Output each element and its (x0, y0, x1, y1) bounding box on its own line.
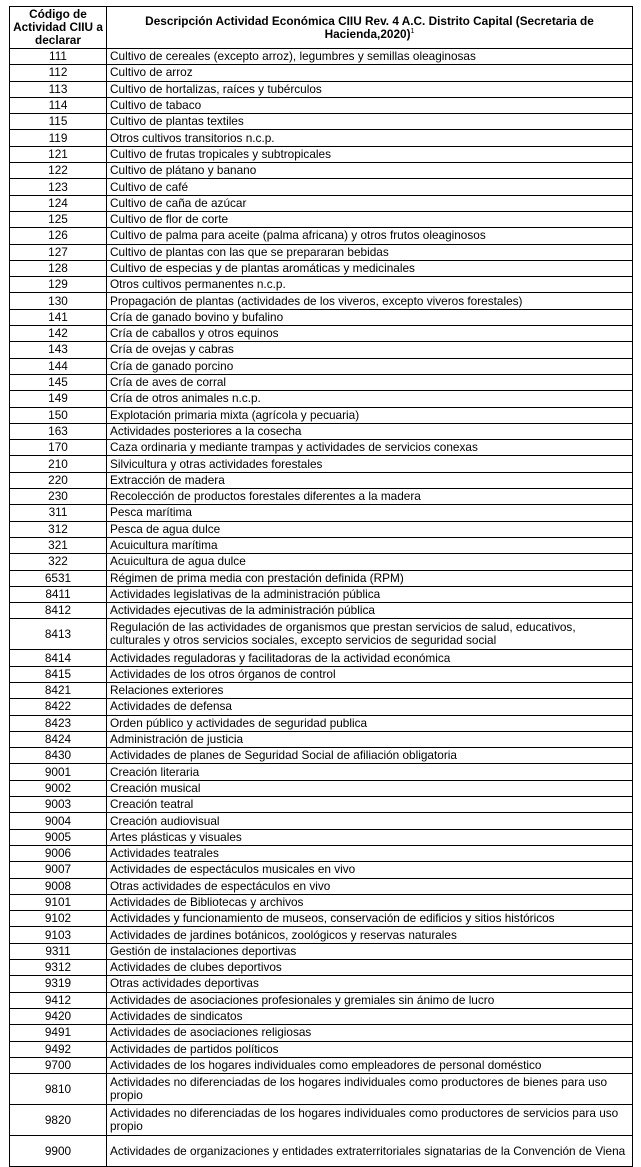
activity-description-cell: Gestión de instalaciones deportivas (107, 943, 633, 959)
ciiu-code-cell: 115 (10, 114, 107, 130)
ciiu-code-cell: 8422 (10, 699, 107, 715)
ciiu-code-cell: 8412 (10, 603, 107, 619)
ciiu-code-cell: 6531 (10, 570, 107, 586)
ciiu-code-cell: 9002 (10, 780, 107, 796)
ciiu-code-cell: 9001 (10, 764, 107, 780)
ciiu-code-cell: 9008 (10, 878, 107, 894)
table-row (10, 780, 633, 796)
table-row (10, 195, 633, 211)
activity-description-cell: Cultivo de arroz (107, 65, 633, 81)
activity-description-cell: Otras actividades deportivas (107, 976, 633, 992)
ciiu-code-cell: 9492 (10, 1041, 107, 1057)
table-row (10, 731, 633, 747)
ciiu-code-cell: 123 (10, 179, 107, 195)
activity-description-cell: Actividades de los otros órganos de control (107, 666, 633, 682)
table-row (10, 1008, 633, 1024)
table-row (10, 666, 633, 682)
ciiu-code-cell: 163 (10, 423, 107, 439)
activity-description-cell: Otras actividades de espectáculos en vivo (107, 878, 633, 894)
activity-description-cell: Cultivo de palma para aceite (palma africana) y otros frutos oleaginosos (107, 228, 633, 244)
table-row (10, 748, 633, 764)
table-row (10, 682, 633, 698)
table-row (10, 911, 633, 927)
activity-description-cell: Actividades y funcionamiento de museos, conservación de edificios y sitios históricos (107, 911, 633, 927)
ciiu-code-cell: 141 (10, 309, 107, 325)
ciiu-code-cell: 8413 (10, 619, 107, 650)
activity-description-cell: Otros cultivos permanentes n.c.p. (107, 277, 633, 293)
table-row (10, 992, 633, 1008)
activity-description-cell: Cultivo de plantas textiles (107, 114, 633, 130)
activity-description-cell: Actividades posteriores a la cosecha (107, 423, 633, 439)
table-row (10, 97, 633, 113)
code-column-header (10, 7, 107, 49)
activity-description-cell: Actividades teatrales (107, 845, 633, 861)
table-row (10, 894, 633, 910)
ciiu-code-cell: 9810 (10, 1074, 107, 1105)
code-header-text: Código de Actividad CIIU a declarar (13, 7, 103, 47)
table-row (10, 423, 633, 439)
table-row (10, 277, 633, 293)
activity-description-cell: Creación teatral (107, 797, 633, 813)
table-row (10, 1041, 633, 1057)
description-header-text: Descripción Actividad Económica CIIU Rev. 4 A.C. Distrito Capital (Secretaria de Hacienda,2020) (145, 13, 594, 41)
table-row (10, 699, 633, 715)
ciiu-code-cell: 9006 (10, 845, 107, 861)
activity-description-cell: Creación audiovisual (107, 813, 633, 829)
activity-description-cell: Pesca marítima (107, 505, 633, 521)
table-row (10, 407, 633, 423)
table-row (10, 829, 633, 845)
ciiu-code-cell: 8414 (10, 650, 107, 666)
ciiu-code-cell: 9102 (10, 911, 107, 927)
table-row (10, 244, 633, 260)
ciiu-code-cell: 114 (10, 97, 107, 113)
table-row (10, 619, 633, 650)
table-row (10, 586, 633, 602)
table-row (10, 960, 633, 976)
ciiu-code-cell: 210 (10, 456, 107, 472)
table-row (10, 472, 633, 488)
table-row (10, 1136, 633, 1167)
ciiu-code-cell: 122 (10, 163, 107, 179)
activity-description-cell: Cultivo de café (107, 179, 633, 195)
activity-description-cell: Cultivo de plantas con las que se prepararan bebidas (107, 244, 633, 260)
table-row (10, 293, 633, 309)
ciiu-code-cell: 321 (10, 537, 107, 553)
activity-description-cell: Artes plásticas y visuales (107, 829, 633, 845)
activity-description-cell: Actividades de clubes deportivos (107, 960, 633, 976)
table-row (10, 1057, 633, 1073)
ciiu-code-cell: 8415 (10, 666, 107, 682)
ciiu-code-cell: 111 (10, 49, 107, 65)
activity-description-cell: Cultivo de frutas tropicales y subtropicales (107, 146, 633, 162)
activity-description-cell: Actividades de los hogares individuales como empleadores de personal doméstico (107, 1057, 633, 1073)
table-row (10, 163, 633, 179)
activity-description-cell: Actividades no diferenciadas de los hogares individuales como productores de bienes para uso propio (107, 1074, 633, 1105)
ciiu-code-cell: 112 (10, 65, 107, 81)
activity-description-cell: Actividades ejecutivas de la administración pública (107, 603, 633, 619)
ciiu-code-cell: 150 (10, 407, 107, 423)
activity-description-cell: Cultivo de tabaco (107, 97, 633, 113)
table-row (10, 81, 633, 97)
activity-description-cell: Propagación de plantas (actividades de los viveros, excepto viveros forestales) (107, 293, 633, 309)
activity-description-cell: Acuicultura marítima (107, 537, 633, 553)
activity-description-cell: Actividades de asociaciones profesionales y gremiales sin ánimo de lucro (107, 992, 633, 1008)
activity-description-cell: Otros cultivos transitorios n.c.p. (107, 130, 633, 146)
activity-description-cell: Silvicultura y otras actividades forestales (107, 456, 633, 472)
activity-description-cell: Actividades de planes de Seguridad Social de afiliación obligatoria (107, 748, 633, 764)
activity-description-cell: Regulación de las actividades de organismos que prestan servicios de salud, educativos, culturales y otros servicios sociales, excepto servicios de seguridad social (107, 619, 633, 650)
table-body (10, 49, 633, 1167)
activity-description-cell: Explotación primaria mixta (agrícola y pecuaria) (107, 407, 633, 423)
activity-description-cell: Actividades de asociaciones religiosas (107, 1025, 633, 1041)
ciiu-code-cell: 9319 (10, 976, 107, 992)
ciiu-code-cell: 9101 (10, 894, 107, 910)
ciiu-code-cell: 128 (10, 260, 107, 276)
ciiu-code-cell: 145 (10, 374, 107, 390)
activity-description-cell: Creación musical (107, 780, 633, 796)
activity-description-cell: Pesca de agua dulce (107, 521, 633, 537)
ciiu-code-cell: 9311 (10, 943, 107, 959)
activity-description-cell: Actividades legislativas de la administración pública (107, 586, 633, 602)
activity-description-cell: Cría de ovejas y cabras (107, 342, 633, 358)
activity-description-cell: Actividades de partidos políticos (107, 1041, 633, 1057)
table-row (10, 374, 633, 390)
table-row (10, 650, 633, 666)
activity-description-cell: Actividades de jardines botánicos, zoológicos y reservas naturales (107, 927, 633, 943)
activity-description-cell: Cría de ganado porcino (107, 358, 633, 374)
table-row (10, 603, 633, 619)
activity-description-cell: Cultivo de especias y de plantas aromáticas y medicinales (107, 260, 633, 276)
ciiu-code-cell: 119 (10, 130, 107, 146)
ciiu-code-cell: 121 (10, 146, 107, 162)
activity-description-cell: Actividades de espectáculos musicales en vivo (107, 862, 633, 878)
table-row (10, 1105, 633, 1136)
activity-description-cell: Orden público y actividades de seguridad publica (107, 715, 633, 731)
ciiu-code-cell: 125 (10, 211, 107, 227)
ciiu-code-cell: 149 (10, 391, 107, 407)
table-row (10, 130, 633, 146)
activity-description-cell: Extracción de madera (107, 472, 633, 488)
header-row (10, 7, 633, 49)
activity-description-cell: Cría de otros animales n.c.p. (107, 391, 633, 407)
table-row (10, 943, 633, 959)
activity-description-cell: Cultivo de cereales (excepto arroz), legumbres y semillas oleaginosas (107, 49, 633, 65)
table-row (10, 927, 633, 943)
table-row (10, 813, 633, 829)
table-row (10, 228, 633, 244)
activity-description-cell: Administración de justicia (107, 731, 633, 747)
ciiu-code-cell: 142 (10, 326, 107, 342)
ciiu-code-cell: 9007 (10, 862, 107, 878)
ciiu-code-cell: 230 (10, 489, 107, 505)
activity-description-cell: Actividades de sindicatos (107, 1008, 633, 1024)
ciiu-code-cell: 144 (10, 358, 107, 374)
ciiu-code-cell: 322 (10, 554, 107, 570)
ciiu-code-cell: 9820 (10, 1105, 107, 1136)
table-row (10, 211, 633, 227)
ciiu-code-cell: 312 (10, 521, 107, 537)
ciiu-code-cell: 124 (10, 195, 107, 211)
ciiu-code-cell: 9491 (10, 1025, 107, 1041)
table-row (10, 146, 633, 162)
ciiu-code-cell: 9004 (10, 813, 107, 829)
ciiu-code-cell: 220 (10, 472, 107, 488)
footnote-mark: 1 (410, 27, 415, 35)
activity-description-cell: Régimen de prima media con prestación definida (RPM) (107, 570, 633, 586)
table-row (10, 878, 633, 894)
table-row (10, 1025, 633, 1041)
table-row (10, 862, 633, 878)
ciiu-code-cell: 9420 (10, 1008, 107, 1024)
table-row (10, 260, 633, 276)
table-row (10, 554, 633, 570)
table-row (10, 326, 633, 342)
activity-description-cell: Actividades de defensa (107, 699, 633, 715)
ciiu-activity-table (9, 6, 633, 1167)
table-row (10, 179, 633, 195)
activity-description-cell: Cría de aves de corral (107, 374, 633, 390)
activity-description-cell: Recolección de productos forestales diferentes a la madera (107, 489, 633, 505)
table-row (10, 391, 633, 407)
table-row (10, 49, 633, 65)
table-row (10, 797, 633, 813)
table-row (10, 570, 633, 586)
table-row (10, 114, 633, 130)
activity-description-cell: Cría de caballos y otros equinos (107, 326, 633, 342)
ciiu-code-cell: 143 (10, 342, 107, 358)
table-row (10, 764, 633, 780)
ciiu-code-cell: 9312 (10, 960, 107, 976)
table-row (10, 537, 633, 553)
activity-description-cell: Actividades reguladoras y facilitadoras de la actividad económica (107, 650, 633, 666)
ciiu-code-cell: 9005 (10, 829, 107, 845)
activity-description-cell: Actividades de Bibliotecas y archivos (107, 894, 633, 910)
table-row (10, 456, 633, 472)
table-row (10, 440, 633, 456)
ciiu-code-cell: 9103 (10, 927, 107, 943)
ciiu-code-cell: 8430 (10, 748, 107, 764)
ciiu-code-cell: 311 (10, 505, 107, 521)
ciiu-code-cell: 9700 (10, 1057, 107, 1073)
table-row (10, 65, 633, 81)
table-row (10, 309, 633, 325)
activity-description-cell: Actividades no diferenciadas de los hogares individuales como productores de servicios para uso propio (107, 1105, 633, 1136)
ciiu-code-cell: 8411 (10, 586, 107, 602)
ciiu-code-cell: 130 (10, 293, 107, 309)
activity-description-cell: Actividades de organizaciones y entidades extraterritoriales signatarias de la Convención de Viena (107, 1136, 633, 1167)
activity-description-cell: Caza ordinaria y mediante trampas y actividades de servicios conexas (107, 440, 633, 456)
table-row (10, 489, 633, 505)
table-row (10, 1074, 633, 1105)
table-row (10, 845, 633, 861)
ciiu-code-cell: 8423 (10, 715, 107, 731)
table-header (10, 7, 633, 49)
activity-description-cell: Cultivo de flor de corte (107, 211, 633, 227)
ciiu-code-cell: 170 (10, 440, 107, 456)
table-row (10, 715, 633, 731)
table-row (10, 358, 633, 374)
table-row (10, 505, 633, 521)
ciiu-code-cell: 8421 (10, 682, 107, 698)
activity-description-cell: Cultivo de hortalizas, raíces y tubérculos (107, 81, 633, 97)
ciiu-code-cell: 127 (10, 244, 107, 260)
ciiu-code-cell: 129 (10, 277, 107, 293)
activity-description-cell: Creación literaria (107, 764, 633, 780)
table-row (10, 976, 633, 992)
activity-description-cell: Cultivo de caña de azúcar (107, 195, 633, 211)
ciiu-code-cell: 9003 (10, 797, 107, 813)
ciiu-code-cell: 113 (10, 81, 107, 97)
activity-description-cell: Relaciones exteriores (107, 682, 633, 698)
activity-description-cell: Acuicultura de agua dulce (107, 554, 633, 570)
ciiu-code-cell: 8424 (10, 731, 107, 747)
ciiu-code-cell: 9412 (10, 992, 107, 1008)
ciiu-code-cell: 9900 (10, 1136, 107, 1167)
description-column-header (107, 7, 633, 49)
ciiu-code-cell: 126 (10, 228, 107, 244)
table-row (10, 521, 633, 537)
table-row (10, 342, 633, 358)
activity-description-cell: Cría de ganado bovino y bufalino (107, 309, 633, 325)
activity-description-cell: Cultivo de plátano y banano (107, 163, 633, 179)
